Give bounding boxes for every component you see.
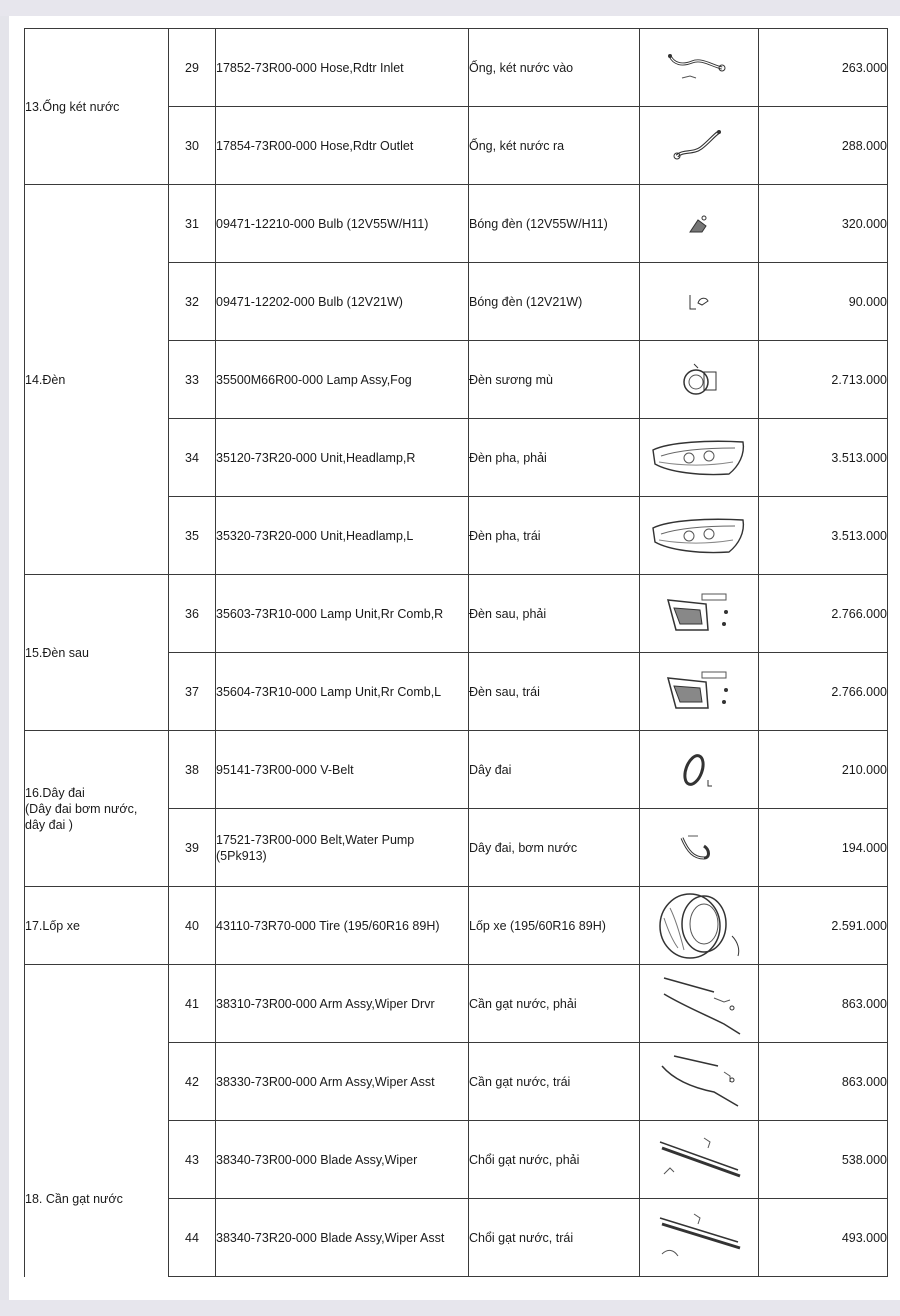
part-price: 3.513.000 bbox=[759, 497, 888, 575]
item-number: 34 bbox=[169, 419, 216, 497]
part-code: 38340-73R20-000 Blade Assy,Wiper Asst bbox=[216, 1199, 469, 1277]
part-description: Ống, két nước ra bbox=[469, 107, 640, 185]
part-description: Cần gạt nước, phải bbox=[469, 965, 640, 1043]
part-description: Dây đai bbox=[469, 731, 640, 809]
wiper-arm-right-icon bbox=[640, 965, 759, 1043]
viewer-bottom-bar bbox=[0, 1300, 900, 1316]
part-code: 17854-73R00-000 Hose,Rdtr Outlet bbox=[216, 107, 469, 185]
part-price: 210.000 bbox=[759, 731, 888, 809]
part-price: 288.000 bbox=[759, 107, 888, 185]
group-cell: 17.Lốp xe bbox=[25, 887, 169, 965]
water-pump-belt-icon bbox=[640, 809, 759, 887]
item-number: 40 bbox=[169, 887, 216, 965]
part-description: Chổi gạt nước, phải bbox=[469, 1121, 640, 1199]
part-code: 43110-73R70-000 Tire (195/60R16 89H) bbox=[216, 887, 469, 965]
part-description: Bóng đèn (12V55W/H11) bbox=[469, 185, 640, 263]
part-price: 2.766.000 bbox=[759, 653, 888, 731]
headlamp-left-icon bbox=[640, 497, 759, 575]
group-cell: 14.Đèn bbox=[25, 185, 169, 575]
table-row bbox=[25, 887, 888, 965]
table-row bbox=[25, 965, 888, 1043]
part-code: 09471-12202-000 Bulb (12V21W) bbox=[216, 263, 469, 341]
inlet-hose-icon bbox=[640, 29, 759, 107]
group-cell: 16.Dây đai (Dây đai bơm nước, dây đai ) bbox=[25, 731, 169, 887]
item-number: 39 bbox=[169, 809, 216, 887]
part-code: 35603-73R10-000 Lamp Unit,Rr Comb,R bbox=[216, 575, 469, 653]
item-number: 42 bbox=[169, 1043, 216, 1121]
viewer-top-bar bbox=[0, 0, 900, 16]
part-price: 2.591.000 bbox=[759, 887, 888, 965]
part-price: 863.000 bbox=[759, 1043, 888, 1121]
item-number: 44 bbox=[169, 1199, 216, 1277]
wiper-blade-left-icon bbox=[640, 1199, 759, 1277]
wiper-arm-left-icon bbox=[640, 1043, 759, 1121]
part-price: 2.713.000 bbox=[759, 341, 888, 419]
part-price: 320.000 bbox=[759, 185, 888, 263]
item-number: 35 bbox=[169, 497, 216, 575]
item-number: 38 bbox=[169, 731, 216, 809]
part-price: 263.000 bbox=[759, 29, 888, 107]
wiper-blade-right-icon bbox=[640, 1121, 759, 1199]
group-cell: 15.Đèn sau bbox=[25, 575, 169, 731]
bulb-h11-icon bbox=[640, 185, 759, 263]
part-price: 90.000 bbox=[759, 263, 888, 341]
part-description: Đèn pha, trái bbox=[469, 497, 640, 575]
table-row bbox=[25, 29, 888, 107]
part-code: 35500M66R00-000 Lamp Assy,Fog bbox=[216, 341, 469, 419]
part-code: 35320-73R20-000 Unit,Headlamp,L bbox=[216, 497, 469, 575]
part-description: Dây đai, bơm nước bbox=[469, 809, 640, 887]
outlet-hose-icon bbox=[640, 107, 759, 185]
item-number: 31 bbox=[169, 185, 216, 263]
document-page bbox=[9, 16, 900, 1300]
part-price: 538.000 bbox=[759, 1121, 888, 1199]
part-price: 194.000 bbox=[759, 809, 888, 887]
part-price: 3.513.000 bbox=[759, 419, 888, 497]
item-number: 37 bbox=[169, 653, 216, 731]
part-description: Đèn pha, phải bbox=[469, 419, 640, 497]
item-number: 32 bbox=[169, 263, 216, 341]
part-description: Bóng đèn (12V21W) bbox=[469, 263, 640, 341]
part-code: 38310-73R00-000 Arm Assy,Wiper Drvr bbox=[216, 965, 469, 1043]
group-cell: 13.Ống két nước bbox=[25, 29, 169, 185]
part-code: 09471-12210-000 Bulb (12V55W/H11) bbox=[216, 185, 469, 263]
part-code: 38340-73R00-000 Blade Assy,Wiper bbox=[216, 1121, 469, 1199]
part-code: 35604-73R10-000 Lamp Unit,Rr Comb,L bbox=[216, 653, 469, 731]
part-description: Đèn sương mù bbox=[469, 341, 640, 419]
part-price: 493.000 bbox=[759, 1199, 888, 1277]
part-description: Đèn sau, phải bbox=[469, 575, 640, 653]
part-description: Lốp xe (195/60R16 89H) bbox=[469, 887, 640, 965]
item-number: 33 bbox=[169, 341, 216, 419]
table-row bbox=[25, 731, 888, 809]
v-belt-icon bbox=[640, 731, 759, 809]
tire-icon bbox=[640, 887, 759, 965]
table-row bbox=[25, 575, 888, 653]
item-number: 30 bbox=[169, 107, 216, 185]
part-code: 17852-73R00-000 Hose,Rdtr Inlet bbox=[216, 29, 469, 107]
headlamp-right-icon bbox=[640, 419, 759, 497]
item-number: 41 bbox=[169, 965, 216, 1043]
part-price: 2.766.000 bbox=[759, 575, 888, 653]
item-number: 43 bbox=[169, 1121, 216, 1199]
part-description: Ống, két nước vào bbox=[469, 29, 640, 107]
rear-lamp-left-icon bbox=[640, 653, 759, 731]
rear-lamp-right-icon bbox=[640, 575, 759, 653]
bulb-21w-icon bbox=[640, 263, 759, 341]
part-description: Chổi gạt nước, trái bbox=[469, 1199, 640, 1277]
group-cell: 18. Cần gạt nước bbox=[25, 965, 169, 1277]
part-description: Cần gạt nước, trái bbox=[469, 1043, 640, 1121]
parts-price-table bbox=[24, 28, 888, 1277]
part-code: 35120-73R20-000 Unit,Headlamp,R bbox=[216, 419, 469, 497]
part-description: Đèn sau, trái bbox=[469, 653, 640, 731]
part-code: 17521-73R00-000 Belt,Water Pump (5Pk913) bbox=[216, 809, 469, 887]
part-code: 38330-73R00-000 Arm Assy,Wiper Asst bbox=[216, 1043, 469, 1121]
table-row bbox=[25, 185, 888, 263]
item-number: 29 bbox=[169, 29, 216, 107]
fog-lamp-icon bbox=[640, 341, 759, 419]
item-number: 36 bbox=[169, 575, 216, 653]
part-code: 95141-73R00-000 V-Belt bbox=[216, 731, 469, 809]
part-price: 863.000 bbox=[759, 965, 888, 1043]
